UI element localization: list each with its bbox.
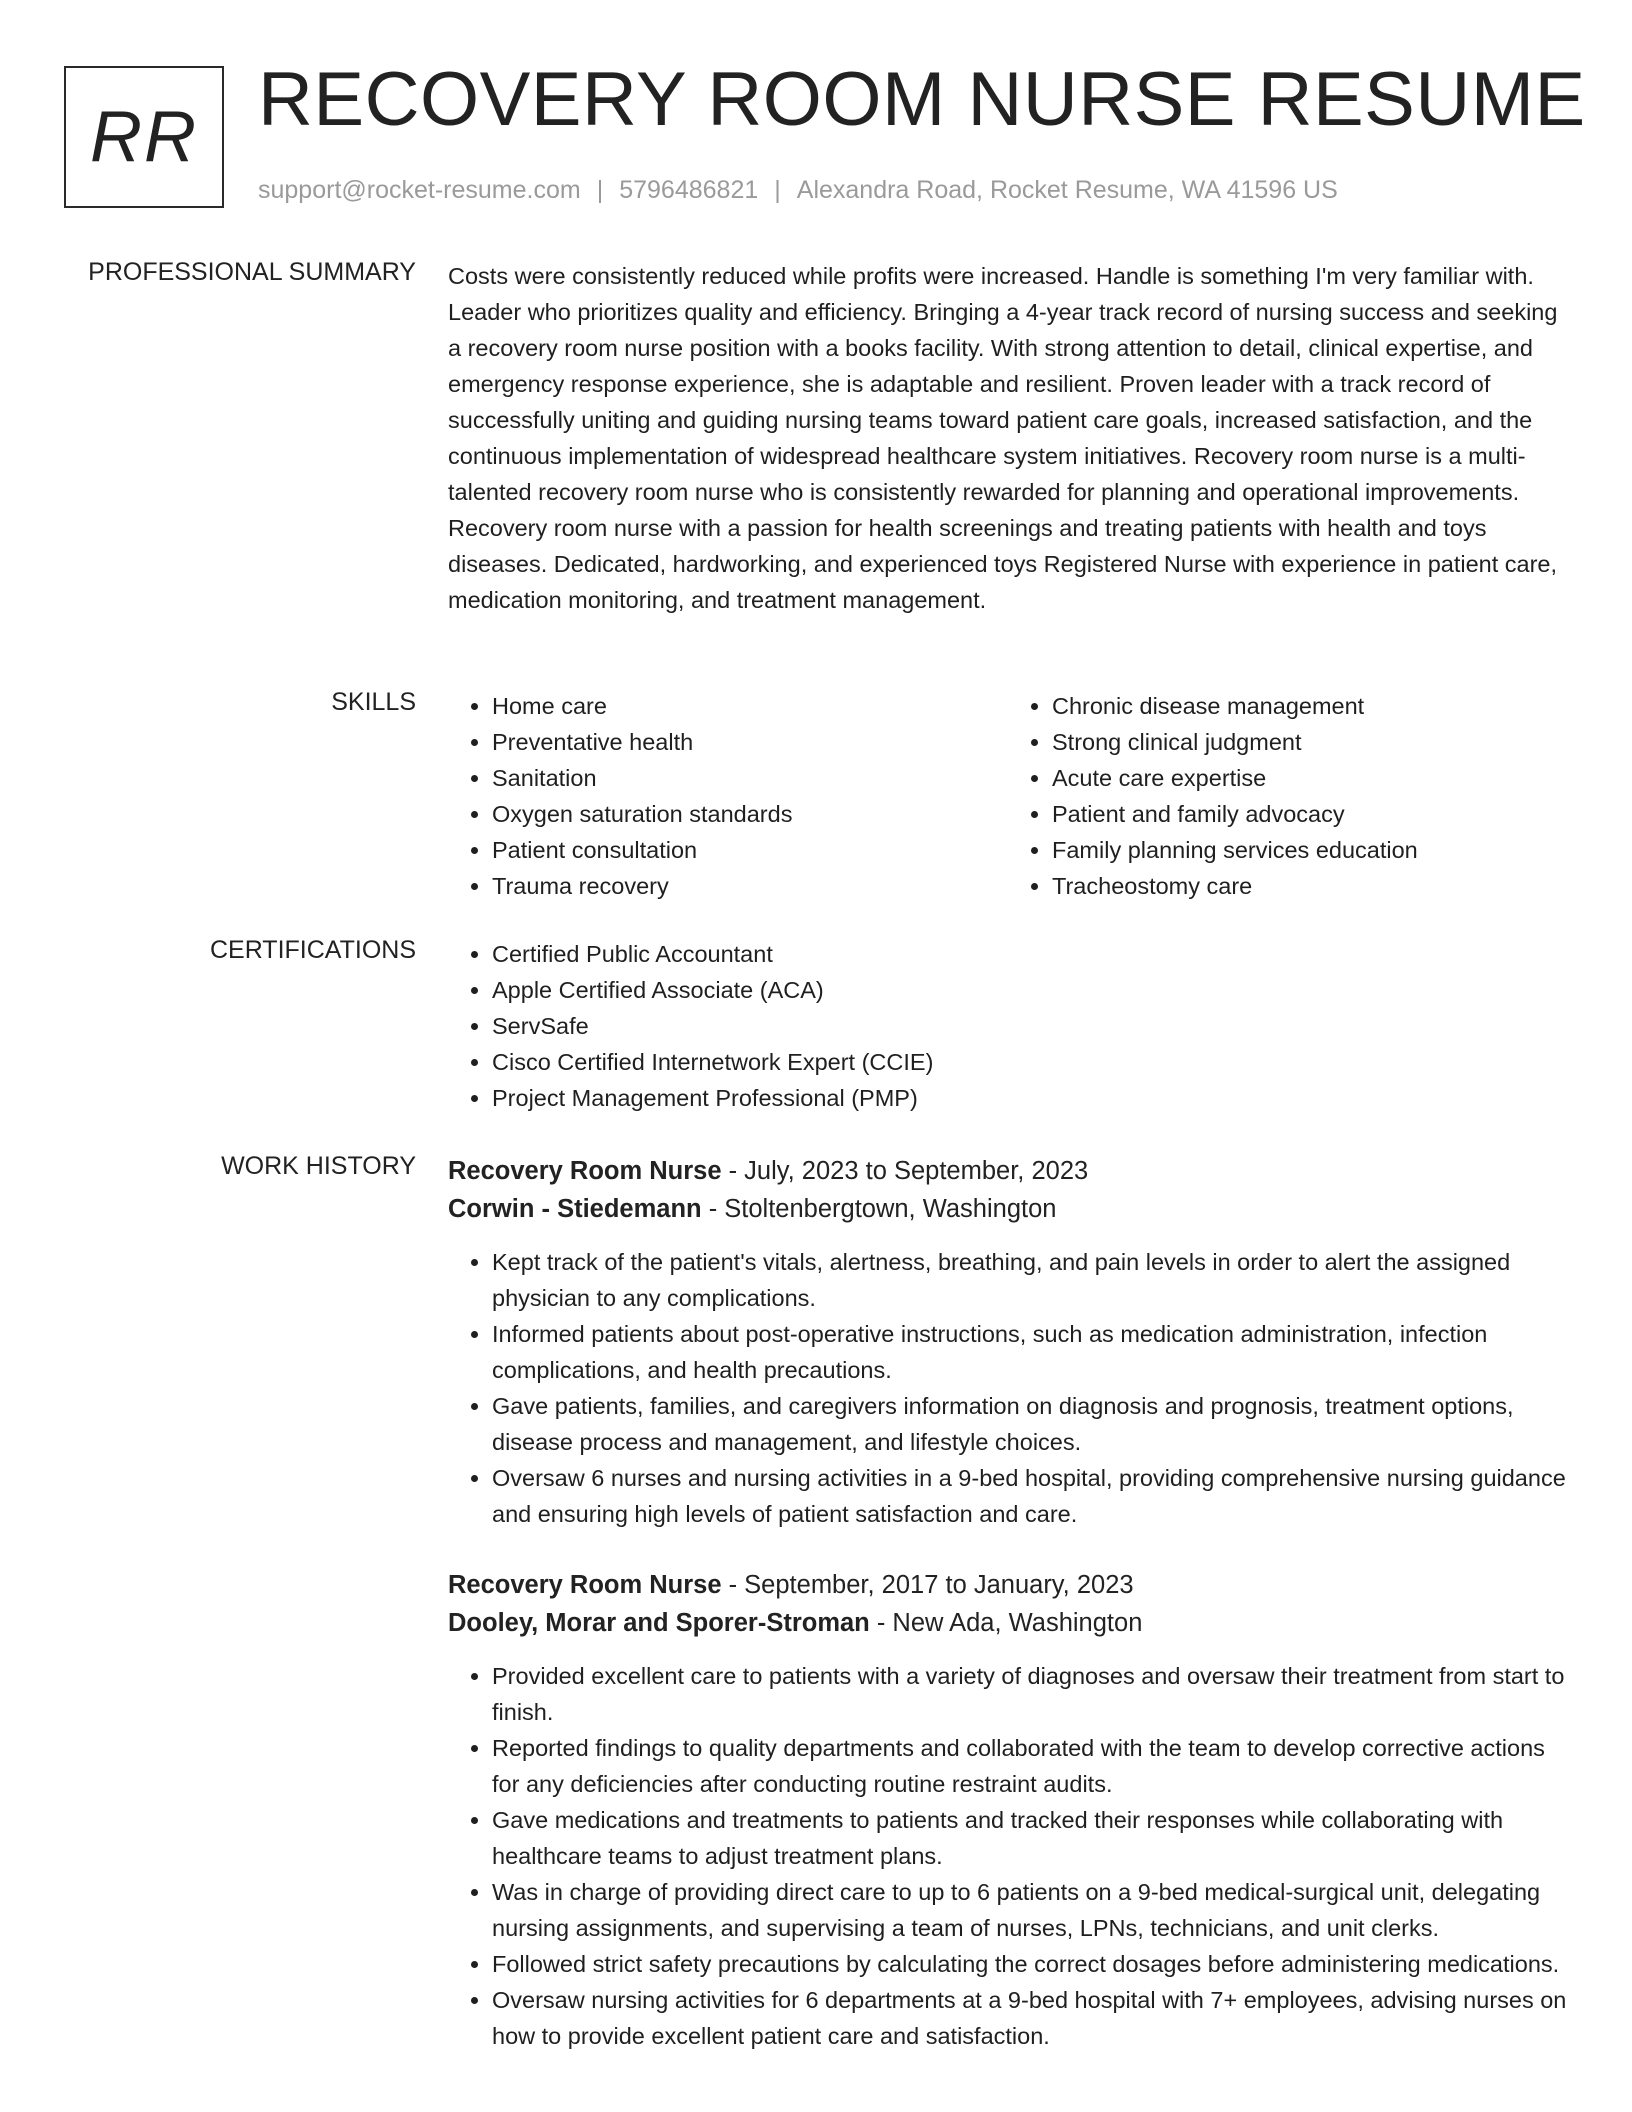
skill-item: • Strong clinical judgment [1052,724,1568,760]
job-bullet: • Oversaw nursing activities for 6 departments at a 9-bed hospital with 7+ employees, advising nurses on how to provide excellent patient care and satisfaction. [492,1982,1568,2054]
job-dates: - September, 2017 to January, 2023 [721,1571,1134,1599]
job-entry [448,1152,1568,1532]
certification-item: • Certified Public Accountant [492,936,1568,972]
job-title: Recovery Room Nurse [448,1157,722,1185]
job-company-line [448,1604,1568,1642]
job-bullet: • Oversaw 6 nurses and nursing activities in a 9-bed hospital, providing comprehensive nursing guidance and ensuring high levels of patient satisfaction and care. [492,1460,1568,1532]
skill-item: • Sanitation [492,760,1008,796]
job-title-line [448,1566,1568,1604]
job-location: - New Ada, Washington [869,1609,1143,1637]
job-bullet: • Was in charge of providing direct care to up to 6 patients on a 9-bed medical-surgical unit, delegating nursing assignments, and supervising a team of nurses, LPNs, technicians, and unit clerks. [492,1874,1568,1946]
section-label-skills: SKILLS [331,688,416,716]
summary-text: Costs were consistently reduced while profits were increased. Handle is something I'm very familiar with. Leader who prioritizes quality and efficiency. Bringing a 4-year track record of nursing success and seeking a recovery room nurse position with a books facility. With strong attention to detail, clinical expertise, and emergency response experience, she is adaptable and resilient. Proven leader with a track record of successfully uniting and guiding nursing teams toward patient care goals, increased satisfaction, and the continuous implementation of widespread healthcare system initiatives. Recovery room nurse is a multi-talented recovery room nurse who is consistently rewarded for planning and operational improvements. Recovery room nurse with a passion for health screenings and treating patients with health and toys diseases. Dedicated, hardworking, and experienced toys Registered Nurse with experience in patient care, medication monitoring, and treatment management. [448,263,1558,613]
skill-item: • Home care [492,688,1008,724]
skill-item: • Chronic disease management [1052,688,1568,724]
contact-separator: | [774,176,781,204]
section-label-work-history: WORK HISTORY [221,1152,416,1180]
job-bullet: • Gave patients, families, and caregivers information on diagnosis and prognosis, treatment options, disease process and management, and lifestyle choices. [492,1388,1568,1460]
job-bullet: • Followed strict safety precautions by calculating the correct dosages before administering medications. [492,1946,1568,1982]
skill-item: • Acute care expertise [1052,760,1568,796]
job-bullet: • Gave medications and treatments to patients and tracked their responses while collaborating with healthcare teams to adjust treatment plans. [492,1802,1568,1874]
skill-item: • Patient and family advocacy [1052,796,1568,832]
job-company: Corwin - Stiedemann [448,1195,702,1223]
certifications-body [448,936,1568,1116]
job-dates: - July, 2023 to September, 2023 [721,1157,1089,1185]
contact-line [258,176,1338,205]
skills-list-left [448,688,1008,904]
certification-item: • Project Management Professional (PMP) [492,1080,1568,1116]
certification-item: • ServSafe [492,1008,1568,1044]
job-title: Recovery Room Nurse [448,1571,722,1599]
contact-address: Alexandra Road, Rocket Resume, WA 41596 US [796,176,1338,204]
skill-item: • Patient consultation [492,832,1008,868]
work-history-body [448,1152,1568,2054]
job-company-line [448,1190,1568,1228]
job-bullets [448,1658,1568,2054]
skills-body [448,688,1568,904]
job-location: - Stoltenbergtown, Washington [701,1195,1057,1223]
contact-email: support@rocket-resume.com [258,176,581,204]
page-title: RECOVERY ROOM NURSE RESUME [258,57,1586,142]
skill-item: • Oxygen saturation standards [492,796,1008,832]
job-bullet: • Reported findings to quality departments and collaborated with the team to develop corrective actions for any deficiencies after conducting routine restraint audits. [492,1730,1568,1802]
job-bullet: • Provided excellent care to patients with a variety of diagnoses and oversaw their treatment from start to finish. [492,1658,1568,1730]
certification-item: • Apple Certified Associate (ACA) [492,972,1568,1008]
job-title-line [448,1152,1568,1190]
skill-item: • Preventative health [492,724,1008,760]
certifications-list [448,936,1568,1116]
skill-item: • Tracheostomy care [1052,868,1568,904]
monogram-logo [64,66,224,208]
monogram-text: RR [90,97,198,177]
contact-phone: 5796486821 [619,176,759,204]
summary-body [448,258,1568,618]
job-bullet: • Kept track of the patient's vitals, alertness, breathing, and pain levels in order to alert the assigned physician to any complications. [492,1244,1568,1316]
section-label-summary: PROFESSIONAL SUMMARY [88,258,416,286]
job-bullet: • Informed patients about post-operative instructions, such as medication administration, infection complications, and health precautions. [492,1316,1568,1388]
job-bullets [448,1244,1568,1532]
job-entry [448,1566,1568,2054]
skills-list-right [1008,688,1568,904]
job-company: Dooley, Morar and Sporer-Stroman [448,1609,870,1637]
certification-item: • Cisco Certified Internetwork Expert (CCIE) [492,1044,1568,1080]
section-label-certifications: CERTIFICATIONS [209,936,416,964]
skill-item: • Trauma recovery [492,868,1008,904]
contact-separator: | [596,176,604,204]
skill-item: • Family planning services education [1052,832,1568,868]
